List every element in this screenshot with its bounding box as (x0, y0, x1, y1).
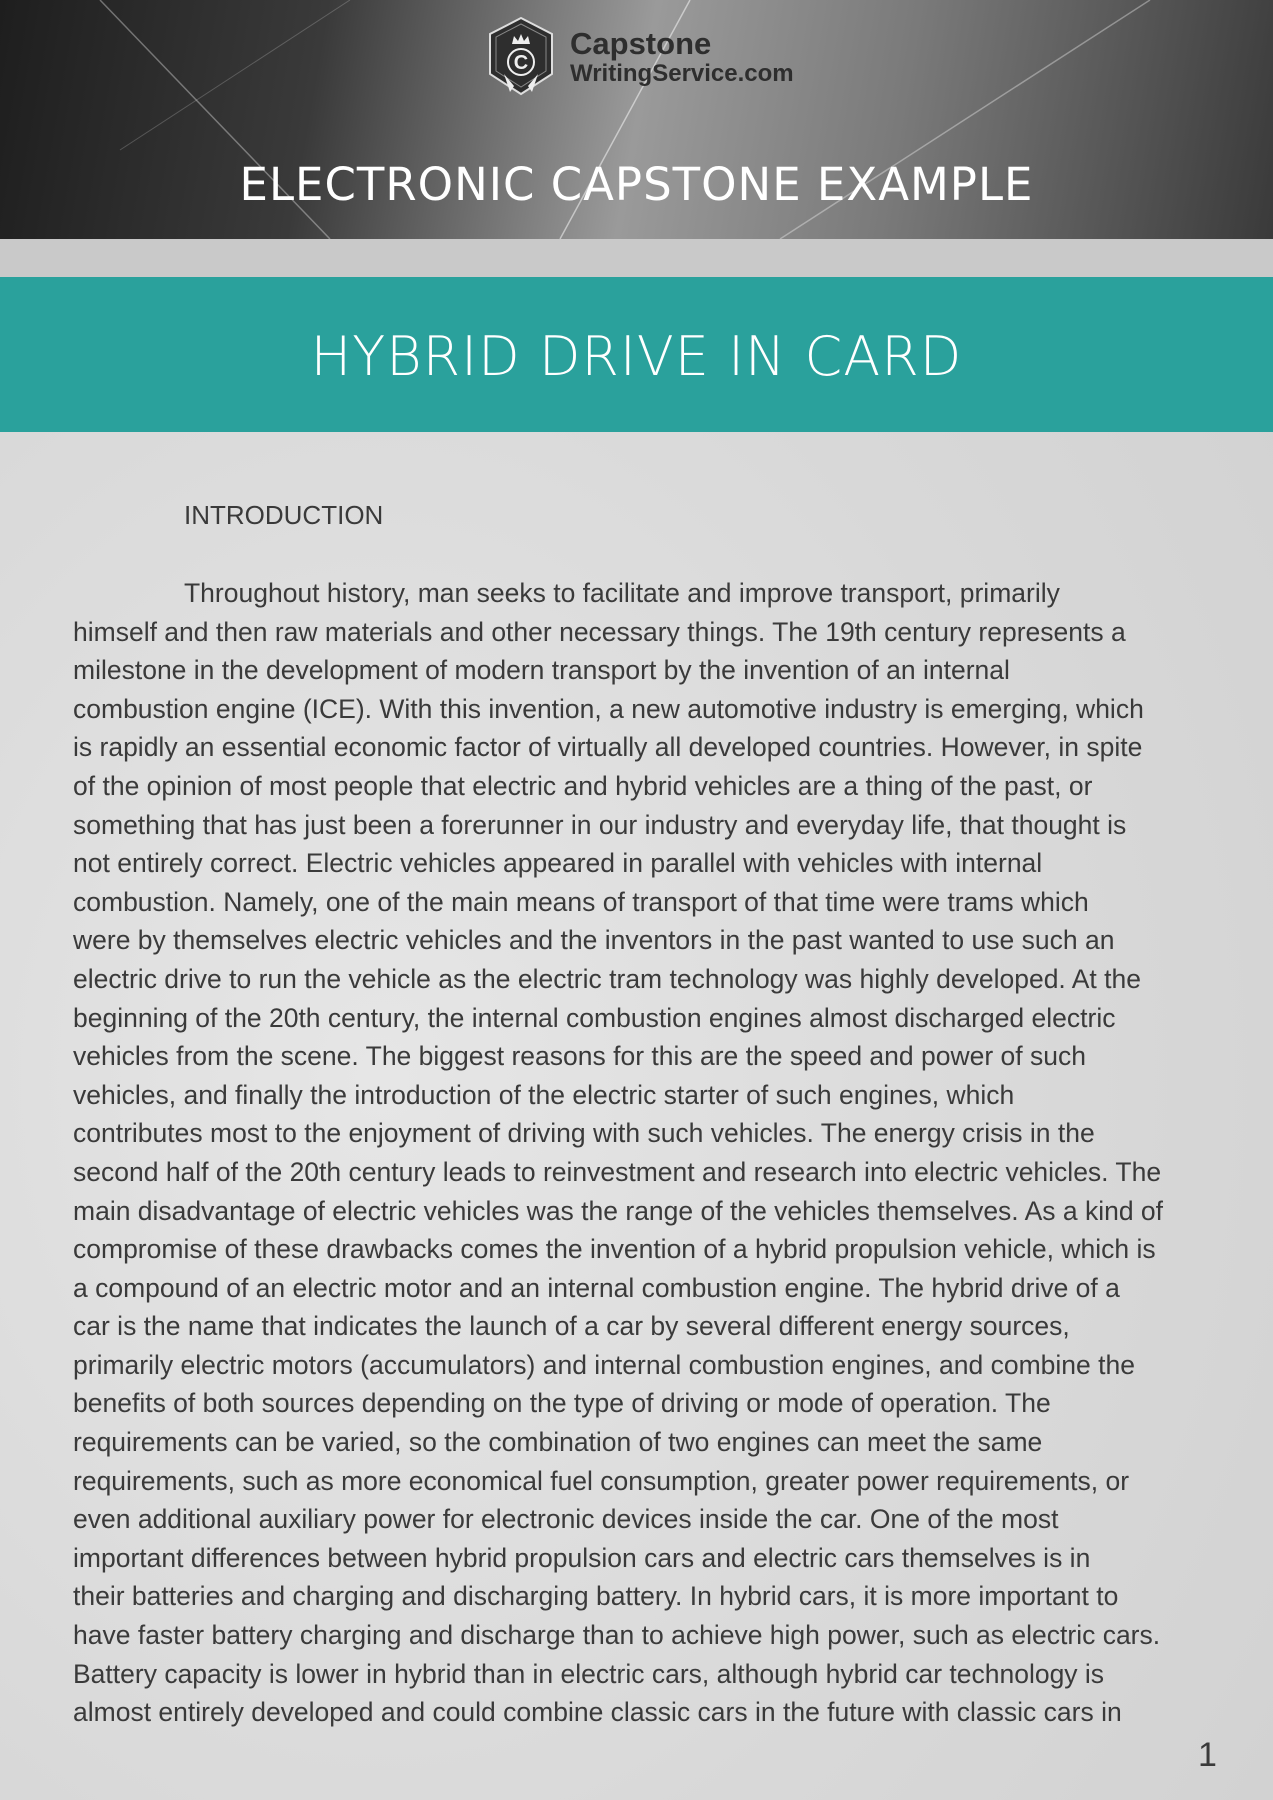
divider-band (0, 239, 1273, 277)
text-line: beginning of the 20th century, the internal combustion engines almost discharged electric (73, 1002, 1116, 1033)
text-line: almost entirely developed and could combine classic cars in the future with classic cars in (73, 1697, 1122, 1728)
text-line: car is the name that indicates the launch of a car by several different energy sources, (73, 1311, 1070, 1342)
text-line: is rapidly an essential economic factor of virtually all developed countries. However, in spite (73, 732, 1143, 763)
text-line: vehicles from the scene. The biggest reasons for this are the speed and power of such (73, 1041, 1086, 1072)
text-line: not entirely correct. Electric vehicles appeared in parallel with vehicles with internal (73, 848, 1043, 879)
text-line: milestone in the development of modern transport by the invention of an internal (73, 655, 1010, 686)
text-line: second half of the 20th century leads to reinvestment and research into electric vehicles. The (73, 1156, 1162, 1187)
text-line: Battery capacity is lower in hybrid than in electric cars, although hybrid car technology is (73, 1658, 1105, 1689)
title-banner (0, 277, 1273, 432)
text-line: requirements, such as more economical fuel consumption, greater power requirements, or (73, 1465, 1130, 1496)
logo-domain: WritingService.com (570, 60, 794, 87)
text-line: even additional auxiliary power for electronic devices inside the car. One of the most (73, 1504, 1059, 1535)
text-line: electric drive to run the vehicle as the electric tram technology was highly developed. At the (73, 963, 1141, 994)
text-line: requirements can be varied, so the combination of two engines can meet the same (73, 1427, 1043, 1458)
header-title: ELECTRONIC CAPSTONE EXAMPLE (239, 158, 1034, 211)
section-heading: INTRODUCTION (184, 500, 384, 530)
text-line: were by themselves electric vehicles and the inventors in the past wanted to use such an (73, 925, 1115, 956)
text-line: have faster battery charging and discharge than to achieve high power, such as electric cars. (73, 1620, 1161, 1651)
text-line: combustion. Namely, one of the main means of transport of that time were trams which (73, 886, 1089, 917)
body-paragraph (73, 574, 1163, 1732)
svg-text:C: C (513, 52, 529, 74)
text-line: something that has just been a forerunner in our industry and everyday life, that thought is (73, 809, 1127, 840)
text-line: himself and then raw materials and other necessary things. The 19th century represents a (73, 616, 1126, 647)
text-line: vehicles, and finally the introduction of the electric starter of such engines, which (73, 1079, 1015, 1110)
text-line: their batteries and charging and discharging battery. In hybrid cars, it is more important to (73, 1581, 1119, 1612)
text-line: a compound of an electric motor and an internal combustion engine. The hybrid drive of a (73, 1272, 1120, 1303)
logo-name: Capstone (570, 26, 712, 61)
header (0, 0, 1273, 239)
page-number: 1 (1198, 1736, 1217, 1774)
logo[interactable] (486, 16, 794, 98)
text-line: compromise of these drawbacks comes the invention of a hybrid propulsion vehicle, which is (73, 1234, 1156, 1265)
document-title: HYBRID DRIVE IN CARD (310, 325, 963, 388)
text-line: primarily electric motors (accumulators) and internal combustion engines, and combine the (73, 1349, 1135, 1380)
text-line: Throughout history, man seeks to facilitate and improve transport, primarily (184, 578, 1060, 608)
crown-badge-icon (486, 16, 556, 98)
text-line: of the opinion of most people that electric and hybrid vehicles are a thing of the past, or (73, 770, 1093, 801)
text-line: contributes most to the enjoyment of driving with such vehicles. The energy crisis in the (73, 1118, 1095, 1149)
text-line: main disadvantage of electric vehicles was the range of the vehicles themselves. As a kind of (73, 1195, 1164, 1226)
text-line: important differences between hybrid propulsion cars and electric cars themselves is in (73, 1542, 1091, 1573)
text-line: combustion engine (ICE). With this invention, a new automotive industry is emerging, which (73, 693, 1144, 724)
text-line: benefits of both sources depending on the type of driving or mode of operation. The (73, 1388, 1051, 1419)
